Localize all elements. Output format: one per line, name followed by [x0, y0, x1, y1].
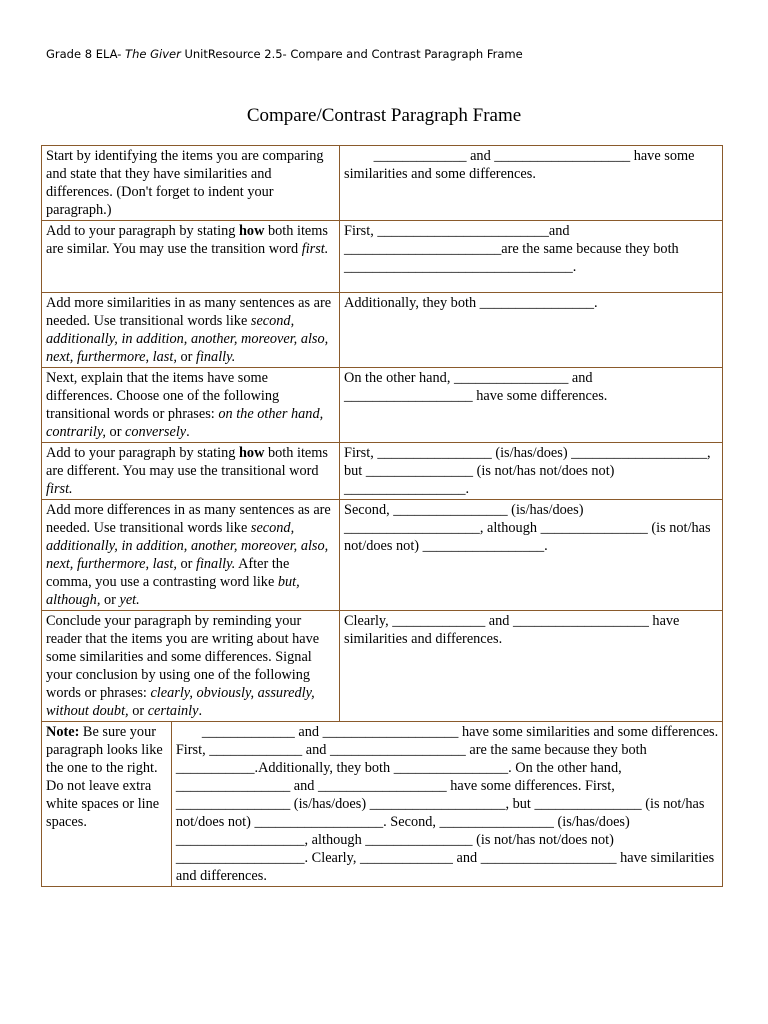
- frame-cell: Clearly, _____________ and ___________________ have similarities and differences.: [340, 611, 723, 722]
- instruction-text: Conclude your paragraph by reminding your reader that the items you are writing about have some similarities and some differences. Signal your conclusion by using one of the following words or phrases:: [46, 613, 320, 701]
- instruction-text: both items are different. You may use the transitional word: [46, 445, 328, 479]
- italic-text: first.: [301, 241, 329, 257]
- italic-text: second, additionally, in addition, another, moreover, also, next, furthermore, last,: [46, 313, 329, 365]
- frame-row: [42, 221, 723, 293]
- italic-text: clearly, obviously, assuredly, without doubt,: [46, 685, 315, 719]
- paragraph-frame-table: [41, 145, 723, 887]
- instruction-cell: [42, 221, 340, 293]
- instruction-text: both items are similar. You may use the transition word: [46, 223, 328, 257]
- instruction-text: After the comma, you use a contrasting word like: [46, 556, 290, 590]
- instruction-cell: [42, 443, 340, 500]
- italic-text: finally.: [195, 556, 236, 572]
- header-prefix: Grade 8 ELA-: [46, 47, 126, 61]
- instruction-text: Next, explain that the items have some differences. Choose one of the following transitional words or phrases:: [46, 370, 280, 422]
- header-suffix: UnitResource 2.5- Compare and Contrast Paragraph Frame: [180, 47, 523, 61]
- italic-text: conversely: [125, 424, 187, 440]
- note-text: Be sure your paragraph looks like the one to the right. Do not leave extra white spaces or line spaces.: [46, 724, 163, 830]
- italic-text: on the other hand, contrarily,: [46, 406, 324, 440]
- bold-text: how: [238, 445, 265, 461]
- frame-row: [42, 500, 723, 611]
- frame-cell: First, ________________________and ______________________are the same because they both ________________________________.: [340, 221, 723, 293]
- instruction-text: or: [128, 703, 148, 719]
- instruction-cell: [42, 368, 340, 443]
- italic-text: but, although,: [46, 574, 300, 608]
- instruction-text: .: [198, 703, 203, 719]
- instruction-text: or: [100, 592, 120, 608]
- frame-cell: Additionally, they both ________________.: [340, 293, 723, 368]
- frame-row: [42, 443, 723, 500]
- instruction-text: or: [176, 556, 196, 572]
- sample-paragraph-text: _____________ and ___________________ have some similarities and some differences. First, _____________ and ___________________ are the same because they both ___________.Additionally, they both ________________. On the other hand, ________________ and __________________ have some differences. First, ________________ (is/has/does) ___________________, but _______________ (is not/has not/does not) __________________. Second, ________________ (is/has/does) __________________, although _______________ (is not/has not/does not) __________________. Clearly, _____________ and ___________________ have similarities and differences.: [175, 724, 719, 884]
- frame-cell: [340, 146, 723, 221]
- instruction-text: Start by identifying the items you are comparing and state that they have similarities and differences. (Don't forget to indent your paragraph.): [46, 148, 324, 218]
- instruction-cell: [42, 500, 340, 611]
- instruction-text: Add more similarities in as many sentences as are needed. Use transitional words like: [46, 295, 332, 329]
- instruction-cell: [42, 611, 340, 722]
- sample-paragraph-cell: [171, 722, 722, 887]
- note-cell: [42, 722, 172, 887]
- instruction-cell: [42, 146, 340, 221]
- frame-row: [42, 368, 723, 443]
- italic-text: first.: [46, 481, 73, 497]
- bold-text: how: [238, 223, 265, 239]
- frame-row: [42, 293, 723, 368]
- italic-text: finally.: [195, 349, 236, 365]
- instruction-text: .: [186, 424, 190, 440]
- frame-cell: On the other hand, ________________ and __________________ have some differences.: [340, 368, 723, 443]
- instruction-text: Add to your paragraph by stating: [46, 445, 239, 461]
- frame-text: _____________ and ___________________ have some similarities and some differences.: [344, 148, 695, 182]
- instruction-cell: [42, 293, 340, 368]
- frame-row: [42, 611, 723, 722]
- note-row: [42, 722, 723, 887]
- document-header: [46, 47, 523, 61]
- instruction-text: or: [176, 349, 196, 365]
- instruction-text: Add to your paragraph by stating: [46, 223, 239, 239]
- page-title: Compare/Contrast Paragraph Frame: [246, 105, 522, 126]
- frame-cell: First, ________________ (is/has/does) ___________________, but _______________ (is not/has not/does not) _________________.: [340, 443, 723, 500]
- frame-cell: Second, ________________ (is/has/does) ___________________, although _______________ (is not/has not/does not) _________________.: [340, 500, 723, 611]
- italic-text: certainly: [147, 703, 199, 719]
- header-book-title: The Giver: [125, 47, 181, 61]
- italic-text: second, additionally, in addition, another, moreover, also, next, furthermore, last,: [46, 520, 329, 572]
- instruction-text: or: [105, 424, 126, 440]
- italic-text: yet.: [119, 592, 140, 608]
- frame-row: [42, 146, 723, 221]
- instruction-text: Add more differences in as many sentences as are needed. Use transitional words like: [46, 502, 331, 536]
- note-label: Note:: [46, 724, 80, 740]
